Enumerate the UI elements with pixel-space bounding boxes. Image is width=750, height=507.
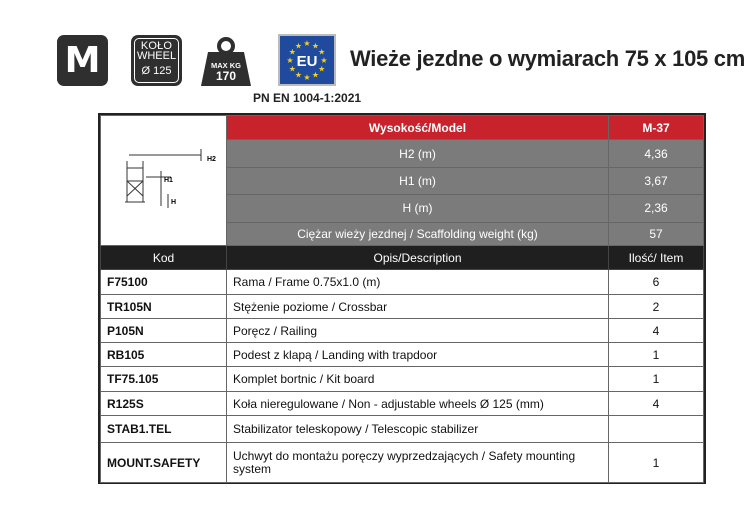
spec-row-label: H1 (m) xyxy=(227,167,609,194)
table-row xyxy=(101,295,704,319)
diagram-h2-label: H2 xyxy=(207,156,216,163)
part-quantity xyxy=(609,416,704,443)
part-code: RB105 xyxy=(101,343,227,367)
part-code: STAB1.TEL xyxy=(101,416,227,443)
wheel-badge-label-en: WHEEL xyxy=(136,50,177,62)
eu-star-icon: ★ xyxy=(294,41,303,51)
page-title: Wieże jezdne o wymiarach 75 x 105 cm xyxy=(350,46,745,71)
part-code: P105N xyxy=(101,319,227,343)
table-row xyxy=(101,416,704,443)
column-header-description: Opis/Description xyxy=(227,246,609,270)
diagram-h1-label: H1 xyxy=(164,177,173,184)
eu-star-icon: ★ xyxy=(288,64,296,74)
part-code: MOUNT.SAFETY xyxy=(101,443,227,483)
tower-diagram-cell xyxy=(101,116,227,246)
eu-star-icon: ★ xyxy=(320,56,328,65)
table-row xyxy=(101,443,704,483)
eu-flag-icon xyxy=(278,34,336,86)
part-code: TR105N xyxy=(101,295,227,319)
column-header-quantity: Ilość/ Item xyxy=(609,246,704,270)
part-description: Uchwyt do montażu poręczy wyprzedzających / Safety mounting system xyxy=(227,443,609,483)
part-quantity: 2 xyxy=(609,295,704,319)
part-description: Stężenie poziome / Crossbar xyxy=(227,295,609,319)
spec-row-label: Ciężar wieży jezdnej / Scaffolding weight (kg) xyxy=(227,222,609,245)
size-m-badge: M xyxy=(57,35,108,86)
part-quantity: 6 xyxy=(609,270,704,295)
eu-star-icon: ★ xyxy=(286,56,294,65)
diagram-h-label: H xyxy=(171,199,177,206)
wheel-badge-label-pl: KOŁO xyxy=(140,40,173,52)
norm-label: PN EN 1004-1:2021 xyxy=(253,91,362,105)
weight-icon xyxy=(200,36,252,86)
spec-row-value: 57 xyxy=(609,222,704,245)
eu-star-icon: ★ xyxy=(318,47,326,57)
table-row xyxy=(101,343,704,367)
eu-star-icon: ★ xyxy=(303,73,311,82)
part-code: TF75.105 xyxy=(101,367,227,392)
part-quantity: 4 xyxy=(609,392,704,416)
weight-label: MAX KG xyxy=(211,61,241,70)
spec-row-label: H (m) xyxy=(227,195,609,222)
table-row xyxy=(101,319,704,343)
spec-table xyxy=(98,113,706,484)
table-row xyxy=(101,392,704,416)
eu-star-icon: ★ xyxy=(303,39,311,48)
weight-value: 170 xyxy=(215,69,237,83)
part-code: R125S xyxy=(101,392,227,416)
eu-star-icon: ★ xyxy=(294,70,303,80)
wheel-badge-size: Ø 125 xyxy=(141,65,172,77)
part-quantity: 1 xyxy=(609,443,704,483)
eu-star-icon: ★ xyxy=(318,64,326,74)
table-row xyxy=(101,270,704,295)
eu-star-icon: ★ xyxy=(311,70,320,80)
eu-star-icon: ★ xyxy=(311,41,320,51)
part-description: Stabilizator teleskopowy / Telescopic stabilizer xyxy=(227,416,609,443)
spec-row-label: H2 (m) xyxy=(227,140,609,167)
part-code: F75100 xyxy=(101,270,227,295)
part-description: Poręcz / Railing xyxy=(227,319,609,343)
spec-row-value: 2,36 xyxy=(609,195,704,222)
wheel-badge xyxy=(131,35,182,86)
spec-row-value: 3,67 xyxy=(609,167,704,194)
eu-star-icon: ★ xyxy=(288,47,296,57)
spec-header-model: M-37 xyxy=(609,116,704,140)
spec-header-label: Wysokość/Model xyxy=(227,116,609,140)
part-description: Komplet bortnic / Kit board xyxy=(227,367,609,392)
eu-label: EU xyxy=(296,53,318,70)
part-description: Rama / Frame 0.75x1.0 (m) xyxy=(227,270,609,295)
part-description: Koła nieregulowane / Non - adjustable wheels Ø 125 (mm) xyxy=(227,392,609,416)
wheel-badge-frame xyxy=(134,38,179,83)
spec-row-value: 4,36 xyxy=(609,140,704,167)
part-quantity: 4 xyxy=(609,319,704,343)
column-header-code: Kod xyxy=(101,246,227,270)
part-quantity: 1 xyxy=(609,367,704,392)
table-row xyxy=(101,367,704,392)
part-quantity: 1 xyxy=(609,343,704,367)
part-description: Podest z klapą / Landing with trapdoor xyxy=(227,343,609,367)
tower-diagram-icon xyxy=(101,116,227,242)
